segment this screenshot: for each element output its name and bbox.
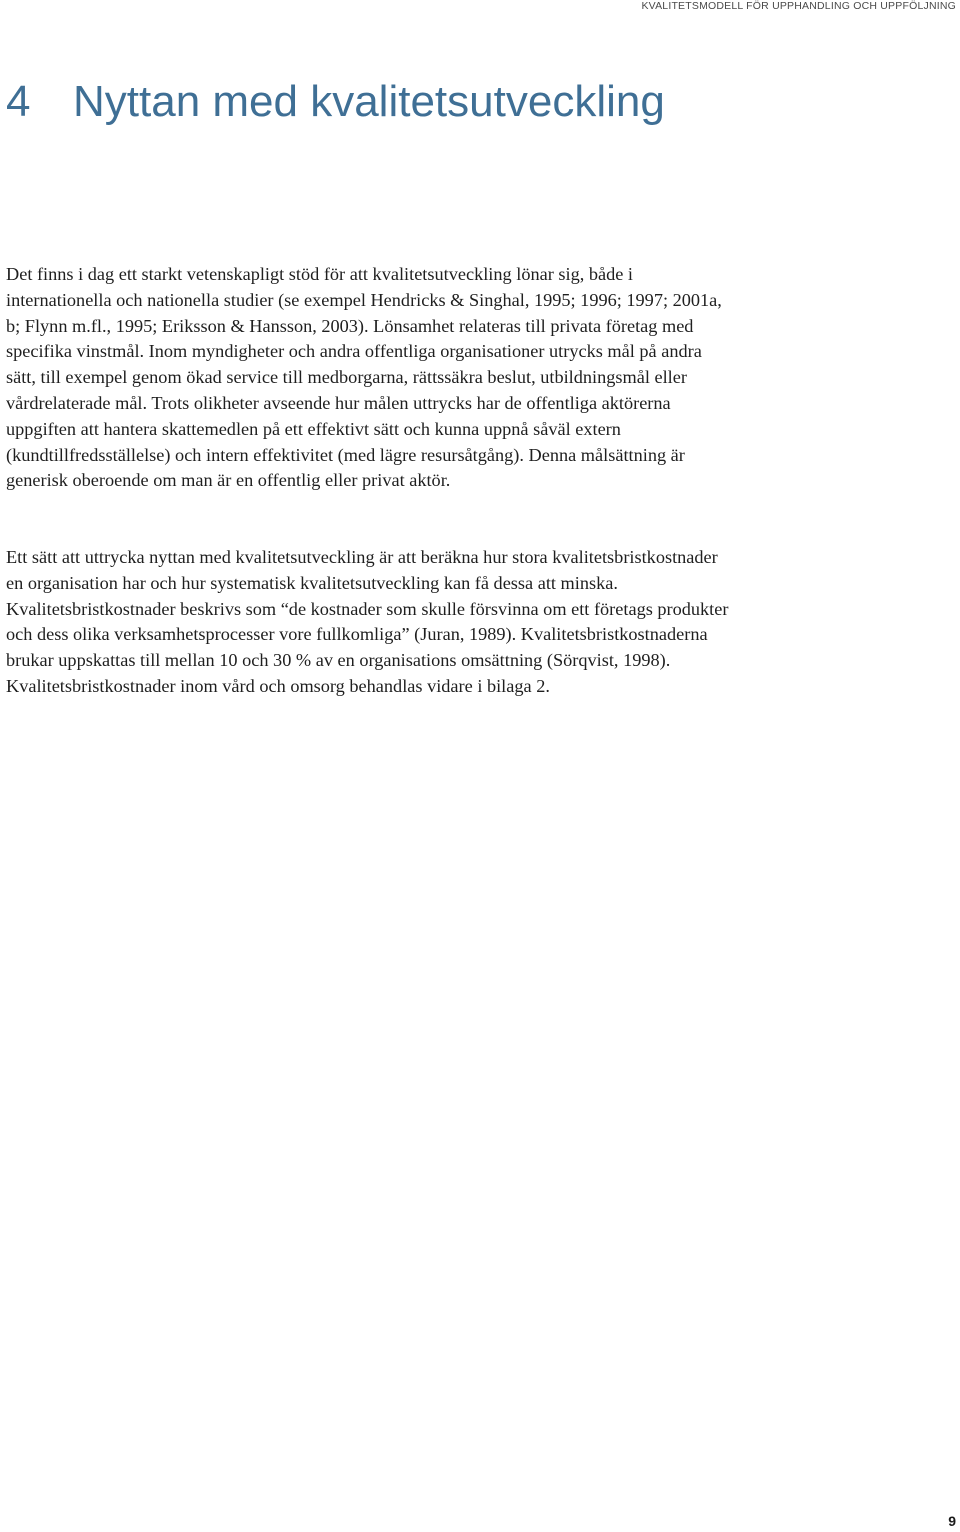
body-paragraph-1: Det finns i dag ett starkt vetenskapligt stöd för att kvalitetsutveckling lönar sig, både i internationella och nationella studier (se exempel Hendricks & Singhal, 1995; 1996; 1997; 2001a, b; Flynn m.fl., 1995; Eriksson & Hansson, 2003). Lönsamhet relateras till privata företag med specifika vinstmål. Inom myndigheter och andra offentliga organisationer utrycks mål på andra sätt, till exempel genom ökad service till medborgarna, rättssäkra beslut, utbildningsmål eller vårdrelaterade mål. Trots olikheter avseende hur målen uttrycks har de offentliga aktörerna uppgiften att hantera skattemedlen på ett effektivt sätt och kunna uppnå såväl extern (kundtillfredsställelse) och intern effektivitet (med lägre resursåtgång). Denna målsättning är generisk oberoende om man är en offentlig eller privat aktör. xyxy=(6,264,722,491)
body-paragraph-2: Ett sätt att uttrycka nyttan med kvalitetsutveckling är att beräkna hur stora kvalitetsbristkostnader en organisation har och hur systematisk kvalitetsutveckling kan få dessa att minska. Kvalitetsbristkostnader beskrivs som “de kostnader som skulle försvinna om ett företags produkter och dess olika verksamhetsprocesser vore fullkomliga” (Juran, 1989). Kvalitetsbristkostnaderna brukar uppskattas till mellan 10 och 30 % av en organisations omsättning (Sörqvist, 1998). Kvalitetsbristkostnader inom vård och omsorg behandlas vidare i bilaga 2. xyxy=(6,547,729,696)
chapter-heading xyxy=(6,72,665,132)
chapter-title: Nyttan med kvalitetsutveckling xyxy=(73,77,665,126)
chapter-number: 4 xyxy=(6,77,31,126)
running-header: KVALITETSMODELL FÖR UPPHANDLING OCH UPPFÖLJNING xyxy=(641,0,956,12)
page-number: 9 xyxy=(948,1513,956,1529)
